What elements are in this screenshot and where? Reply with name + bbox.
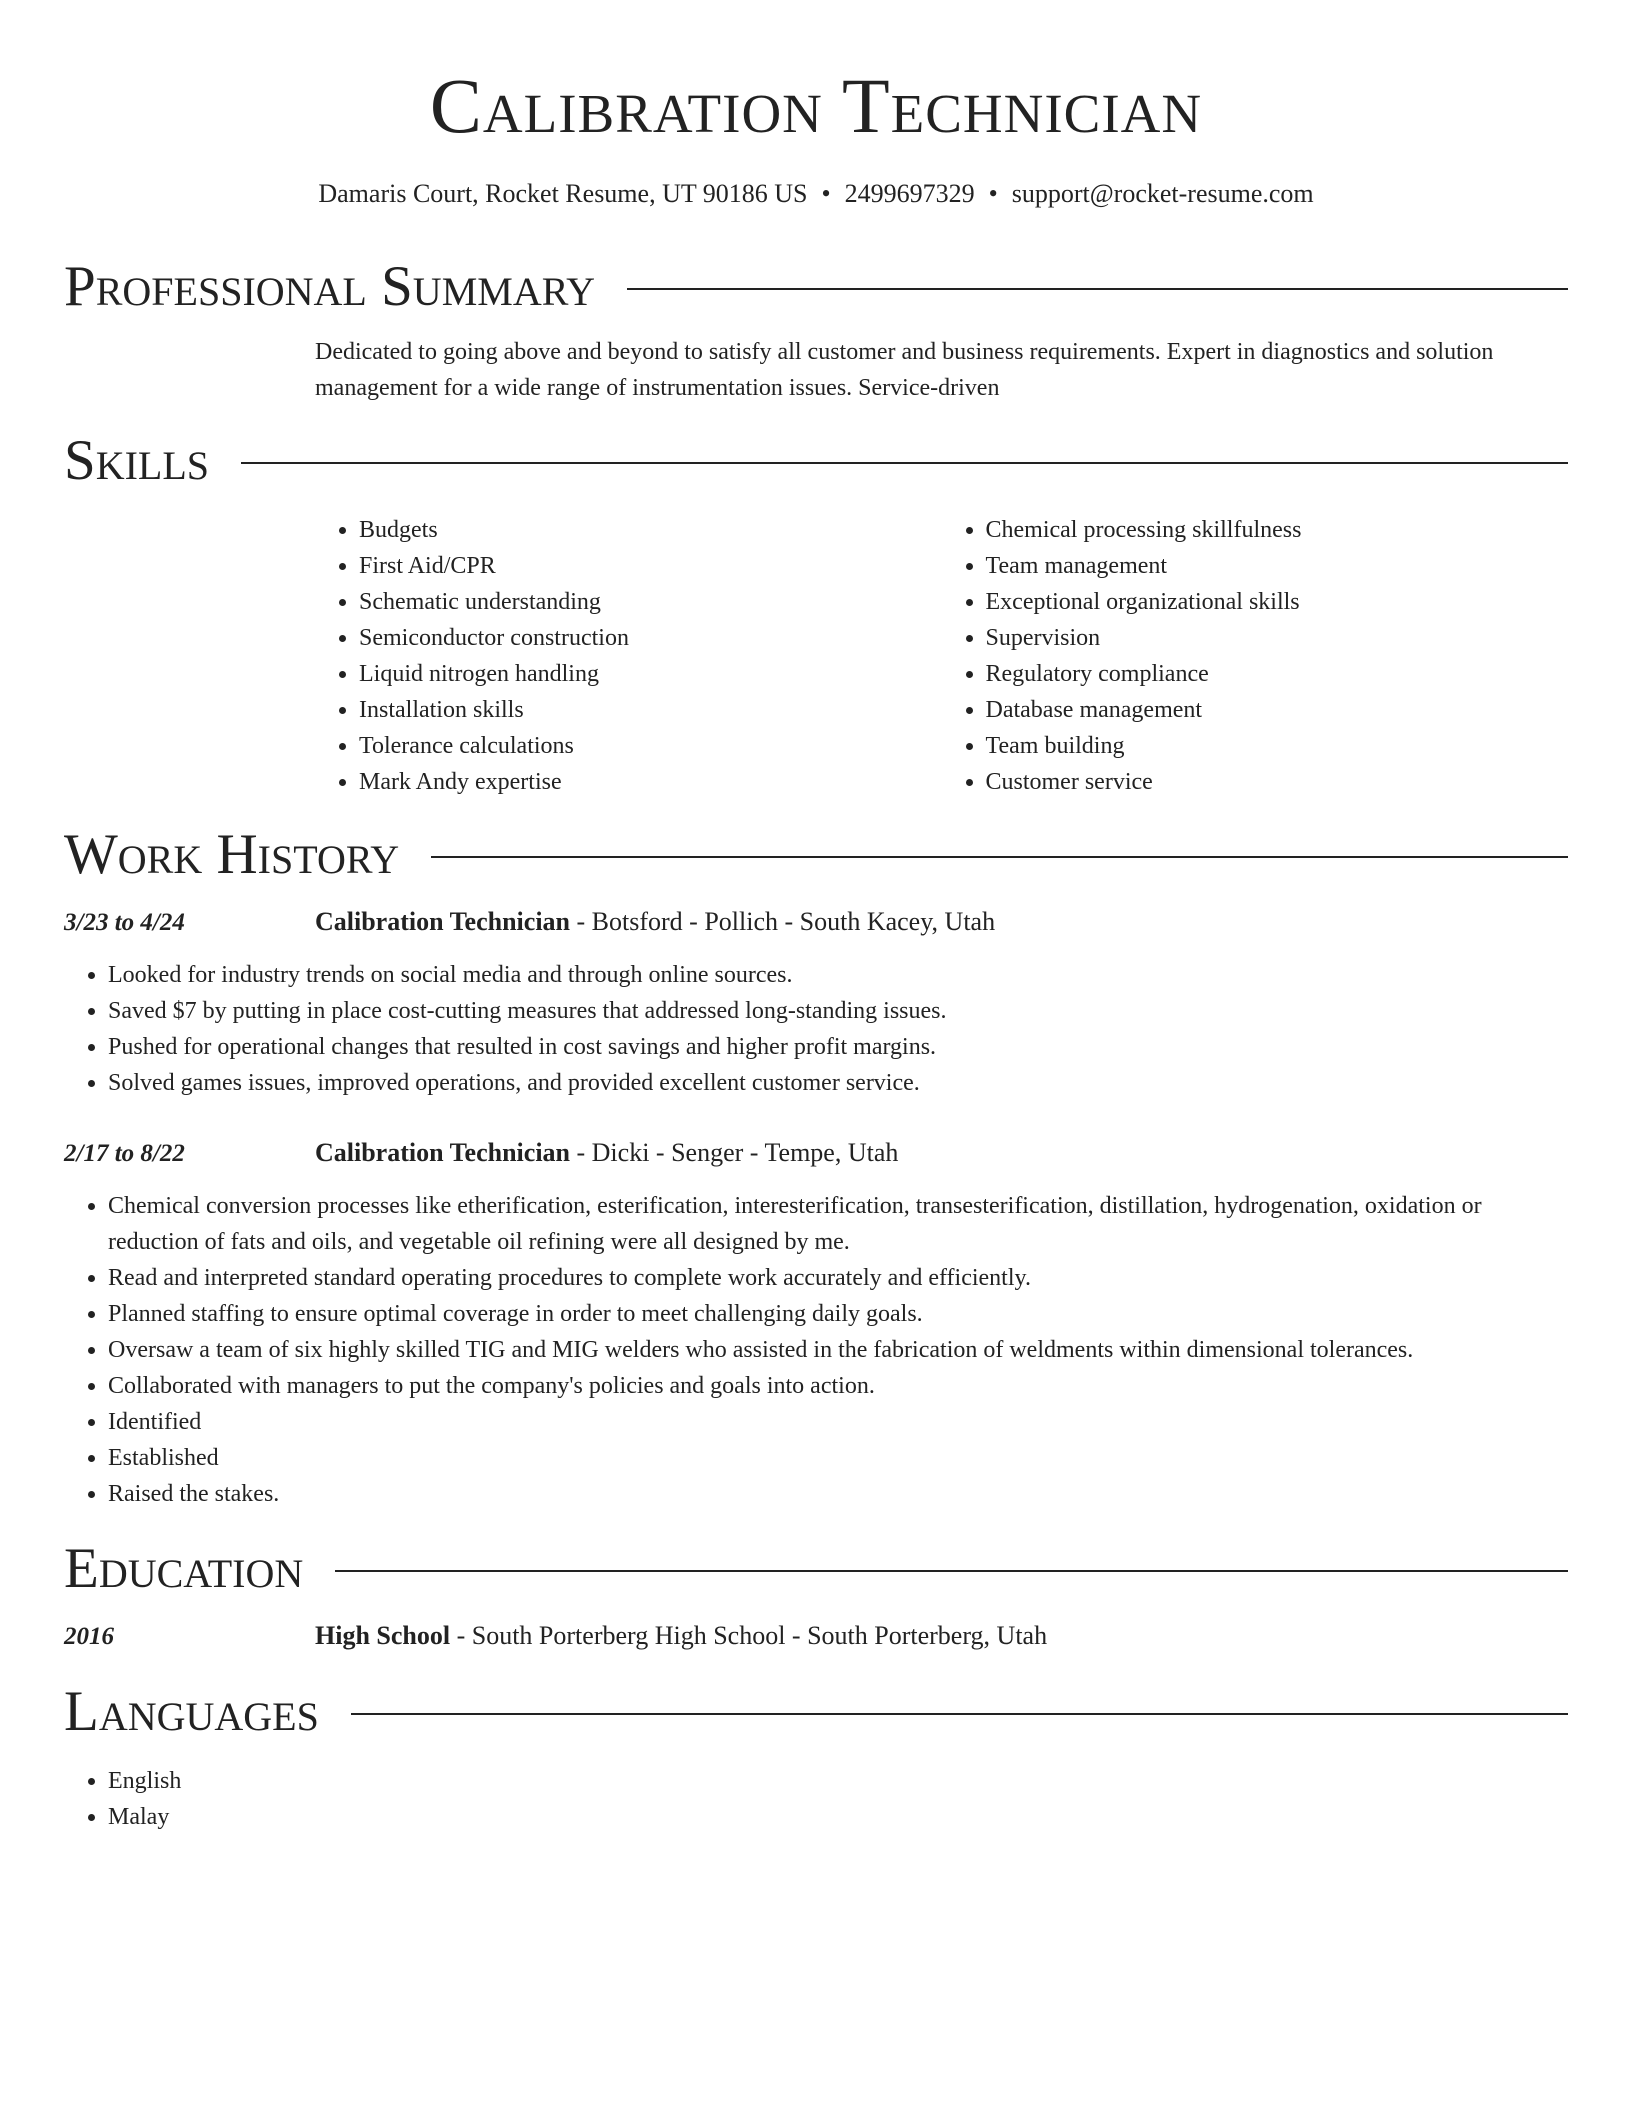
section-divider	[431, 856, 1568, 858]
job-title-line	[315, 1135, 898, 1171]
job-bullet: • Established	[108, 1440, 1568, 1476]
skill-item: • Customer service	[986, 764, 1569, 800]
languages-section-title: Languages	[64, 1680, 319, 1743]
contact-line	[64, 176, 1568, 212]
skill-item: • Team building	[986, 728, 1569, 764]
job-entry	[64, 904, 1568, 941]
contact-phone: 2499697329	[844, 179, 975, 208]
summary-text: Dedicated to going above and beyond to satisfy all customer and business requirements. Expert in diagnostics and solution management for a wide range of instrumentation issues. Service-driven	[315, 339, 1494, 401]
resume-name: Calibration Technician	[429, 62, 1203, 149]
section-divider	[627, 288, 1568, 290]
language-item: • Malay	[108, 1799, 1568, 1835]
job-bullet: • Identified	[108, 1404, 1568, 1440]
section-divider	[351, 1713, 1568, 1715]
education-degree: High School	[315, 1621, 451, 1650]
language-item: • English	[108, 1763, 1568, 1799]
skill-item: • Chemical processing skillfulness	[986, 512, 1569, 548]
education-entry	[64, 1618, 1568, 1655]
skills-grid	[315, 512, 1568, 800]
contact-email: support@rocket-resume.com	[1011, 179, 1314, 208]
job-role: Calibration Technician	[315, 907, 570, 936]
languages-section-header	[64, 1679, 1568, 1745]
job-bullet: • Pushed for operational changes that resulted in cost savings and higher profit margins.	[108, 1029, 1568, 1065]
education-section-header	[64, 1536, 1568, 1602]
education-line	[315, 1618, 1047, 1654]
skill-item: • Team management	[986, 548, 1569, 584]
skill-item: • Schematic understanding	[359, 584, 942, 620]
job-bullet: • Raised the stakes.	[108, 1476, 1568, 1512]
skills-section-title: Skills	[64, 429, 210, 492]
summary-section-title: Professional Summary	[64, 255, 596, 318]
job-entry	[64, 1135, 1568, 1172]
job-bullets	[64, 957, 1568, 1101]
contact-separator: •	[988, 179, 998, 208]
skills-list-left	[315, 512, 942, 800]
education-school: - South Porterberg High School - South Porterberg, Utah	[450, 1621, 1048, 1650]
job-role: Calibration Technician	[315, 1138, 570, 1167]
job-bullet: • Looked for industry trends on social media and through online sources.	[108, 957, 1568, 993]
skill-item: • Liquid nitrogen handling	[359, 656, 942, 692]
job-bullet: • Oversaw a team of six highly skilled TIG and MIG welders who assisted in the fabrication of weldments within dimensional tolerances.	[108, 1332, 1568, 1368]
job-bullet: • Collaborated with managers to put the company's policies and goals into action.	[108, 1368, 1568, 1404]
work-section-title: Work History	[64, 823, 400, 886]
job-bullets	[64, 1188, 1568, 1512]
job-bullet: • Saved $7 by putting in place cost-cutting measures that addressed long-standing issues.	[108, 993, 1568, 1029]
skills-section-header	[64, 428, 1568, 494]
job-bullet: • Planned staffing to ensure optimal coverage in order to meet challenging daily goals.	[108, 1296, 1568, 1332]
skill-item: • Regulatory compliance	[986, 656, 1569, 692]
skill-item: • Installation skills	[359, 692, 942, 728]
education-year: 2016	[64, 1623, 114, 1650]
job-dates: 2/17 to 8/22	[64, 1140, 185, 1167]
job-dates: 3/23 to 4/24	[64, 909, 185, 936]
languages-list	[64, 1763, 1568, 1835]
job-bullet: • Solved games issues, improved operations, and provided excellent customer service.	[108, 1065, 1568, 1101]
work-section-header	[64, 822, 1568, 888]
job-bullet: • Chemical conversion processes like etherification, esterification, interesterification, transesterification, distillation, hydrogenation, oxidation or reduction of fats and oils, and vegetable oil refining were all designed by me.	[108, 1188, 1568, 1260]
contact-separator: •	[821, 179, 831, 208]
skill-item: • Database management	[986, 692, 1569, 728]
skill-item: • Budgets	[359, 512, 942, 548]
skill-item: • Semiconductor construction	[359, 620, 942, 656]
skill-item: • Supervision	[986, 620, 1569, 656]
skill-item: • Tolerance calculations	[359, 728, 942, 764]
skill-item: • First Aid/CPR	[359, 548, 942, 584]
contact-address: Damaris Court, Rocket Resume, UT 90186 US	[318, 179, 808, 208]
job-employer: - Botsford - Pollich - South Kacey, Utah	[570, 907, 996, 936]
job-title-line	[315, 904, 995, 940]
skill-item: • Mark Andy expertise	[359, 764, 942, 800]
summary-section-header	[64, 254, 1568, 320]
skill-item: • Exceptional organizational skills	[986, 584, 1569, 620]
skills-list-right	[942, 512, 1569, 800]
section-divider	[335, 1570, 1568, 1572]
job-bullet: • Read and interpreted standard operating procedures to complete work accurately and efficiently.	[108, 1260, 1568, 1296]
section-divider	[241, 462, 1568, 464]
education-section-title: Education	[64, 1537, 304, 1600]
job-employer: - Dicki - Senger - Tempe, Utah	[570, 1138, 899, 1167]
